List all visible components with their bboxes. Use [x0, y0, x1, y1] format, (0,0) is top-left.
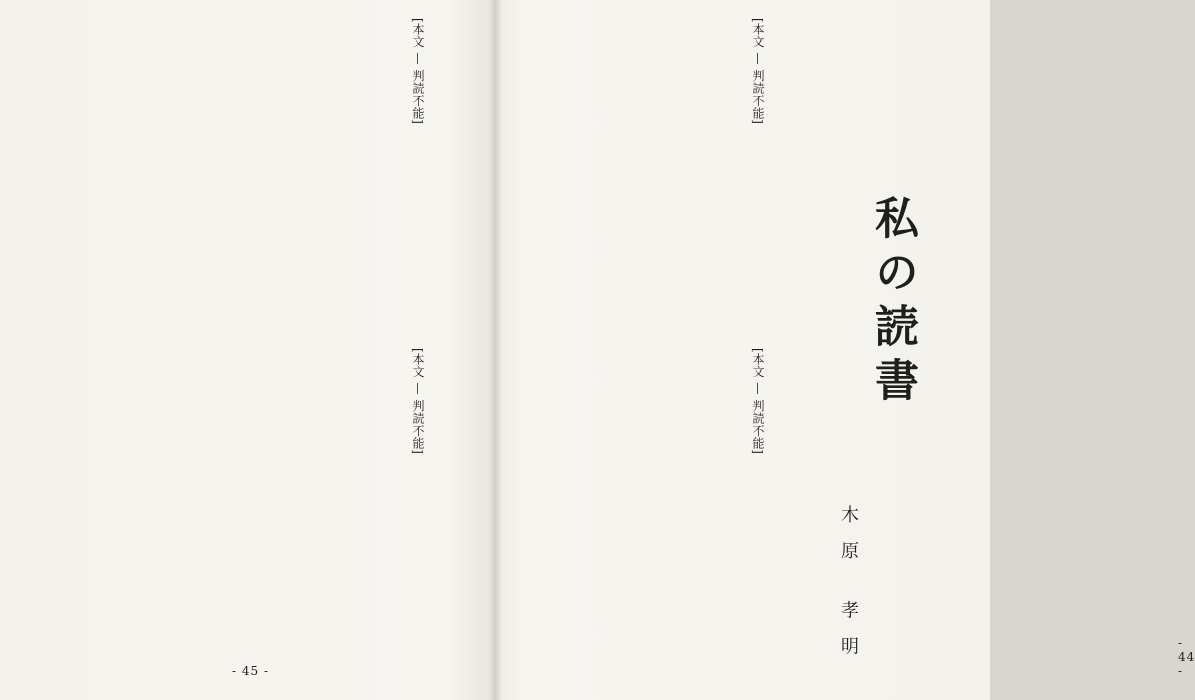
- left-lower-paragraph: [本文 — 判読不能]: [411, 348, 425, 455]
- page-number-left: - 45 -: [232, 664, 270, 678]
- page-number-right: - 44 -: [1178, 636, 1195, 678]
- right-lower-paragraph: [本文 — 判読不能]: [751, 348, 765, 455]
- page-left: [0, 0, 490, 700]
- right-upper-text: [500, 18, 800, 318]
- article-author: 木原 孝明: [838, 505, 859, 673]
- right-lower-text: [500, 348, 800, 658]
- left-lower-text: [20, 348, 460, 658]
- article-title: 私の読書: [867, 195, 918, 411]
- right-upper-paragraph: [本文 — 判読不能]: [751, 18, 765, 125]
- left-upper-text: [20, 18, 460, 318]
- left-upper-paragraph: [本文 — 判読不能]: [411, 18, 425, 125]
